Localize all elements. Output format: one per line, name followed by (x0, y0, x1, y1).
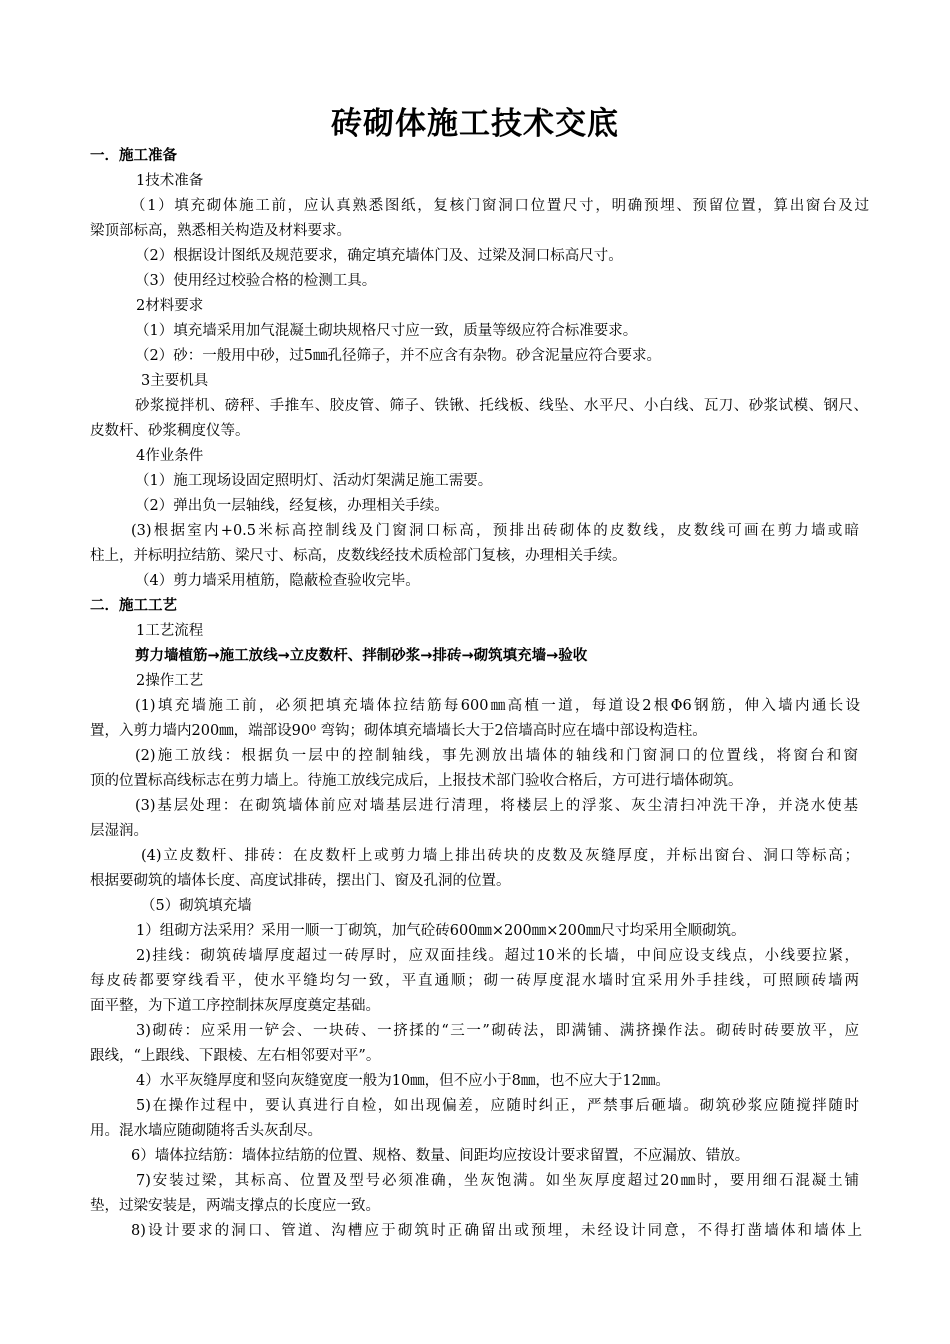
paragraph-line: 顶的位置标高线标志在剪力墙上。待施工放线完成后，上报技术部门验收合格后，方可进行墙体砌筑。 (90, 773, 743, 789)
subheading-build-infill-wall: （5）砌筑填充墙 (141, 898, 252, 914)
subheading-material-requirements: 2材料要求 (136, 298, 204, 314)
subheading-work-conditions: 4作业条件 (136, 448, 204, 464)
paragraph-line: 6）墙体拉结筋：墙体拉结筋的位置、规格、数量、间距均应按设计要求留置，不应漏放、错放。 (131, 1148, 750, 1164)
paragraph-line: (3)基层处理：在砌筑墙体前应对墙基层进行清理，将楼层上的浮浆、灰尘清扫冲洗干净，并浇水使基 (135, 798, 858, 814)
subheading-process-flow: 1工艺流程 (136, 623, 204, 639)
paragraph-line: （1）填充砌体施工前，应认真熟悉图纸，复核门窗洞口位置尺寸，明确预埋、预留位置，算出窗台及过 (131, 198, 869, 214)
subheading-operation-process: 2操作工艺 (136, 673, 204, 689)
paragraph-line: 皮数杆、砂浆稠度仪等。 (90, 423, 250, 439)
paragraph-line: 7)安装过梁，其标高、位置及型号必须准确，坐灰饱满。如坐灰厚度超过20㎜时，要用细石混凝土铺 (136, 1173, 859, 1189)
paragraph-line: (4)立皮数杆、排砖：在皮数杆上或剪力墙上排出砖块的皮数及灰缝厚度，并标出窗台、洞口等标高； (141, 848, 859, 864)
paragraph-line: 用。混水墙应随砌随将舌头灰刮尽。 (90, 1123, 322, 1139)
paragraph-line: (2)施工放线：根据负一层中的控制轴线，事先测放出墙体的轴线和门窗洞口的位置线，将窗台和窗 (135, 748, 858, 764)
paragraph-line: 层湿润。 (90, 823, 148, 839)
paragraph-line: 1）组砌方法采用？采用一顺一丁砌筑，加气砼砖600㎜×200㎜×200㎜尺寸均采用全顺砌筑。 (136, 923, 746, 939)
paragraph-line: 置，入剪力墙内200㎜，端部设90⁰ 弯钩；砌体填充墙墙长大于2倍墙高时应在墙中部设构造柱。 (90, 723, 707, 739)
paragraph-line: 跟线，“上跟线、下跟棱、左右相邻要对平”。 (90, 1048, 381, 1064)
paragraph-line: （2）根据设计图纸及规范要求，确定填充墙体门及、过梁及洞口标高尺寸。 (135, 248, 623, 264)
paragraph-line: (1)填充墙施工前，必须把填充墙体拉结筋每600㎜高植一道，每道设2根Φ6钢筋，伸入墙内通长设 (135, 698, 860, 714)
paragraph-line: 梁顶部标高，熟悉相关构造及材料要求。 (90, 223, 351, 239)
paragraph-line: 根据要砌筑的墙体长度、高度试排砖，摆出门、窗及孔洞的位置。 (90, 873, 511, 889)
paragraph-line: 5)在操作过程中，要认真进行自检，如出现偏差，应随时纠正，严禁事后砸墙。砌筑砂浆应随搅拌随时 (136, 1098, 859, 1114)
paragraph-line: 柱上，并标明拉结筋、梁尺寸、标高，皮数线经技术质检部门复核，办理相关手续。 (90, 548, 627, 564)
section-heading-process: 二．施工工艺 (90, 598, 177, 614)
paragraph-line: 3)砌砖：应采用一铲会、一块砖、一挤揉的“三一”砌砖法，即满铺、满挤操作法。砌砖时砖要放平，应 (136, 1023, 859, 1039)
paragraph-line: （2）弹出负一层轴线，经复核，办理相关手续。 (135, 498, 449, 514)
subheading-technical-preparation: 1技术准备 (136, 173, 204, 189)
paragraph-line: （3）使用经过校验合格的检测工具。 (135, 273, 377, 289)
paragraph-line: （1）施工现场设固定照明灯、活动灯架满足施工需要。 (135, 473, 493, 489)
paragraph-line: 2)挂线：砌筑砖墙厚度超过一砖厚时，应双面挂线。超过10米的长墙，中间应设支线点，小线要拉紧， (136, 948, 859, 964)
subheading-main-equipment: 3主要机具 (141, 373, 209, 389)
document-title: 砖砌体施工技术交底 (331, 106, 619, 142)
paragraph-line: （2）砂：一般用中砂，过5㎜孔径筛子，并不应含有杂物。砂含泥量应符合要求。 (135, 348, 661, 364)
paragraph-line: 8)设计要求的洞口、管道、沟槽应于砌筑时正确留出或预埋，未经设计同意，不得打凿墙体和墙体上 (131, 1223, 862, 1239)
paragraph-line: 面平整，为下道工序控制抹灰厚度奠定基础。 (90, 998, 380, 1014)
process-flow-chain: 剪力墙植筋→施工放线→立皮数杆、拌制砂浆→排砖→砌筑填充墙→验收 (135, 648, 588, 664)
paragraph-line: （1）填充墙采用加气混凝土砌块规格尺寸应一致，质量等级应符合标准要求。 (135, 323, 638, 339)
paragraph-line: 垫，过梁安装是，两端支撑点的长度应一致。 (90, 1198, 380, 1214)
paragraph-line: 砂浆搅拌机、磅秤、手推车、胶皮管、筛子、铁锹、托线板、线坠、水平尺、小白线、瓦刀、砂浆试模、钢尺、 (135, 398, 868, 414)
paragraph-line: (3)根据室内+0.5米标高控制线及门窗洞口标高，预排出砖砌体的皮数线，皮数线可画在剪力墙或暗 (131, 523, 859, 539)
paragraph-line: 每皮砖都要穿线看平，使水平缝均匀一致，平直通顺；砌一砖厚度混水墙时宜采用外手挂线，可照顾砖墙两 (90, 973, 859, 989)
paragraph-line: 4）水平灰缝厚度和竖向灰缝宽度一般为10㎜，但不应小于8㎜，也不应大于12㎜。 (136, 1073, 670, 1089)
paragraph-line: （4）剪力墙采用植筋，隐蔽检查验收完毕。 (135, 573, 420, 589)
section-heading-preparation: 一．施工准备 (90, 148, 177, 164)
